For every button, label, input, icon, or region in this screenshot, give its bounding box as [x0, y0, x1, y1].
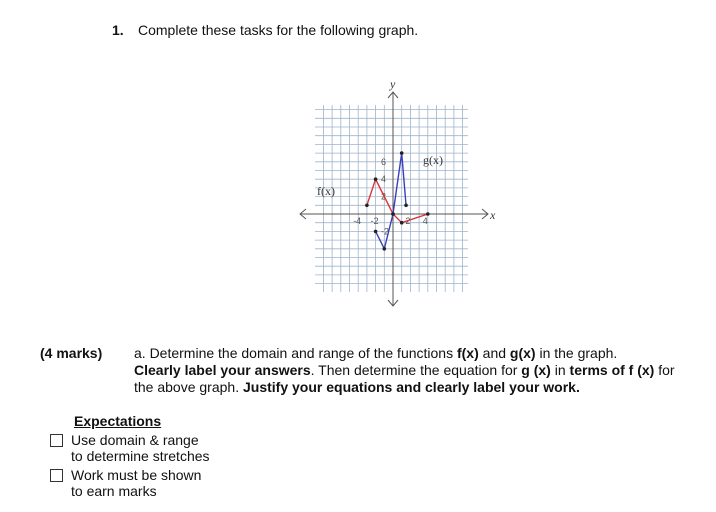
marks-label: (4 marks)	[40, 345, 103, 361]
expectation-line2: to earn marks	[71, 483, 157, 499]
expectation-line2: to determine stretches	[71, 448, 210, 464]
gx-term: g(x)	[509, 345, 536, 361]
justify-text: Justify your equations and clearly label your work.	[242, 379, 580, 395]
axes	[300, 92, 488, 306]
question-number: 1.	[112, 22, 124, 38]
x-tick-label: 4	[422, 216, 428, 226]
plot-point	[374, 177, 378, 181]
expectations-heading: Expectations	[74, 413, 162, 429]
expectation-checkbox[interactable]	[50, 469, 63, 482]
plot-point	[383, 247, 387, 251]
terms-of-text: terms of f (x)	[569, 362, 655, 378]
expectation-line1: Use domain & range	[71, 432, 199, 448]
clearly-label-text: Clearly label your answers	[134, 362, 311, 378]
y-tick-label: 4	[381, 174, 387, 185]
in-text: in	[550, 362, 570, 378]
expectation-text	[71, 432, 231, 464]
y-tick-label: 6	[381, 156, 387, 167]
plot-point	[374, 230, 378, 234]
grid	[315, 105, 468, 292]
x-tick-label: -2	[370, 216, 379, 226]
g-label: g(x)	[423, 153, 443, 167]
part-a-line2-end: for	[654, 362, 675, 378]
fx-term: f(x)	[456, 345, 479, 361]
question-text: Complete these tasks for the following graph.	[138, 22, 419, 38]
coordinate-graph	[290, 78, 510, 318]
part-a-line2-mid: . Then determine the equation for	[310, 362, 522, 378]
y-axis-label: y	[390, 78, 396, 91]
expectation-item	[50, 432, 231, 464]
x-tick-label: 2	[405, 216, 411, 226]
part-a-line3-prefix: the above graph.	[134, 379, 243, 395]
plot-point	[400, 221, 404, 225]
x-axis-label: x	[490, 208, 496, 222]
g-of-x-term: g (x)	[521, 362, 551, 378]
part-a-line1-suffix: in the graph.	[535, 345, 618, 361]
plot-point	[404, 204, 408, 208]
part-a-text	[134, 345, 704, 396]
expectation-item	[50, 467, 231, 499]
plot-point	[365, 204, 369, 208]
y-tick-label: 2	[381, 191, 387, 202]
plot-point	[426, 212, 430, 216]
plot-point	[400, 151, 404, 155]
expectation-text	[71, 467, 231, 499]
and-text: and	[478, 345, 510, 361]
plot-point	[391, 212, 395, 216]
expectation-line1: Work must be shown	[71, 467, 202, 483]
x-tick-label: -4	[353, 216, 362, 226]
part-a-line1-prefix: a. Determine the domain and range of the functions	[134, 345, 457, 361]
f-label: f(x)	[317, 184, 335, 198]
y-tick-label: -2	[381, 226, 390, 237]
expectation-checkbox[interactable]	[50, 434, 63, 447]
